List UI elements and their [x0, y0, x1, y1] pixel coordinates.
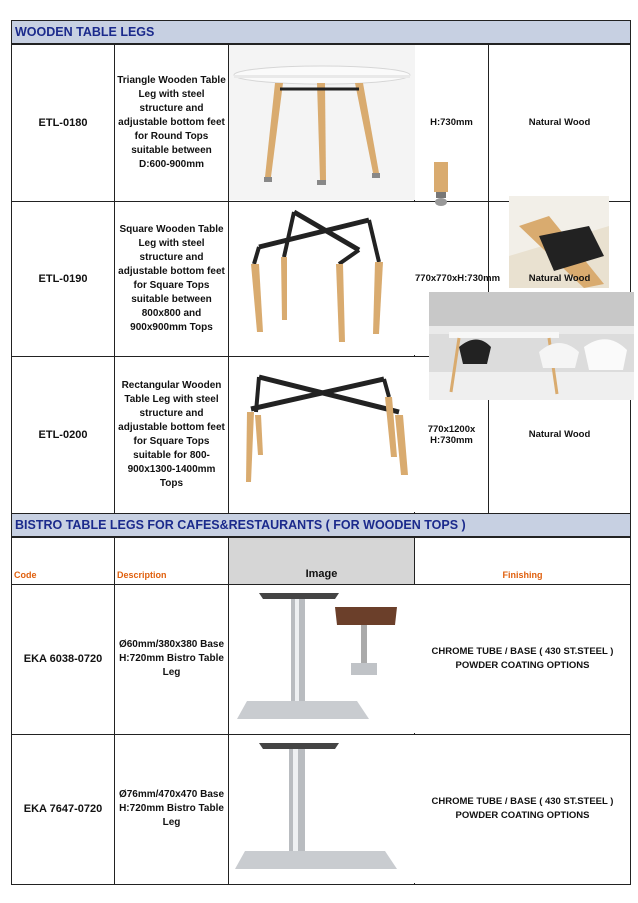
product-description: Ø60mm/380x380 Base H:720mm Bistro Table Leg: [115, 584, 229, 734]
product-code: ETL-0180: [12, 44, 115, 201]
product-description: Ø76mm/470x470 Base H:720mm Bistro Table Leg: [115, 734, 229, 884]
room-scene-image: [429, 292, 634, 400]
product-image: [229, 734, 415, 884]
product-code: ETL-0200: [12, 356, 115, 513]
catalog-page: [11, 20, 630, 885]
rectangular-table-image: [229, 357, 415, 512]
product-finish: CHROME TUBE / BASE ( 430 ST.STEEL ) POWDER COATING OPTIONS: [415, 584, 631, 734]
product-code: EKA 7647-0720: [12, 734, 115, 884]
product-description: Rectangular Wooden Table Leg with steel structure and adjustable bottom feet for Square Tops suitable for 800-900x1300-1400mm Tops: [115, 356, 229, 513]
table-row: [12, 734, 631, 884]
bistro-leg-7647-image: [229, 735, 415, 883]
column-header-image: Image: [229, 537, 415, 585]
bistro-legs-title: BISTRO TABLE LEGS FOR CAFES&RESTAURANTS ( FOR WOODEN TOPS ): [12, 513, 631, 537]
table-row: [12, 44, 631, 201]
column-header-row: [12, 537, 631, 585]
column-header-finishing: Finishing: [415, 537, 631, 585]
product-finish: Natural Wood: [489, 356, 631, 513]
product-size: 770x1200x H:730mm: [415, 356, 489, 513]
bistro-leg-6038-image: [229, 585, 415, 733]
product-image: [229, 201, 415, 356]
column-header-description: Description: [115, 537, 229, 585]
product-size: 770x770xH:730mm: [415, 201, 489, 356]
catalog-table: [11, 20, 631, 885]
table-row: [12, 584, 631, 734]
product-finish: Natural Wood: [528, 273, 591, 284]
product-size: H:730mm: [415, 44, 489, 201]
square-table-image: [229, 202, 415, 355]
product-code: ETL-0190: [12, 201, 115, 356]
product-description: Triangle Wooden Table Leg with steel structure and adjustable bottom feet for Round Tops suitable between D:600-900mm: [115, 44, 229, 201]
product-image: [229, 584, 415, 734]
finish-cell: [489, 201, 631, 356]
product-finish: CHROME TUBE / BASE ( 430 ST.STEEL ) POWDER COATING OPTIONS: [415, 734, 631, 884]
product-description: Square Wooden Table Leg with steel structure and adjustable bottom feet for Square Tops suitable between 800x800 and 900x900mm Tops: [115, 201, 229, 356]
column-header-code: Code: [12, 537, 115, 585]
adjustable-foot-image: [426, 162, 456, 208]
product-image: [229, 356, 415, 513]
table-row: [12, 201, 631, 356]
product-image: [229, 44, 415, 201]
wooden-legs-title: WOODEN TABLE LEGS: [12, 21, 631, 45]
triangle-table-image: [229, 45, 415, 200]
product-finish: Natural Wood: [489, 44, 631, 201]
product-code: EKA 6038-0720: [12, 584, 115, 734]
